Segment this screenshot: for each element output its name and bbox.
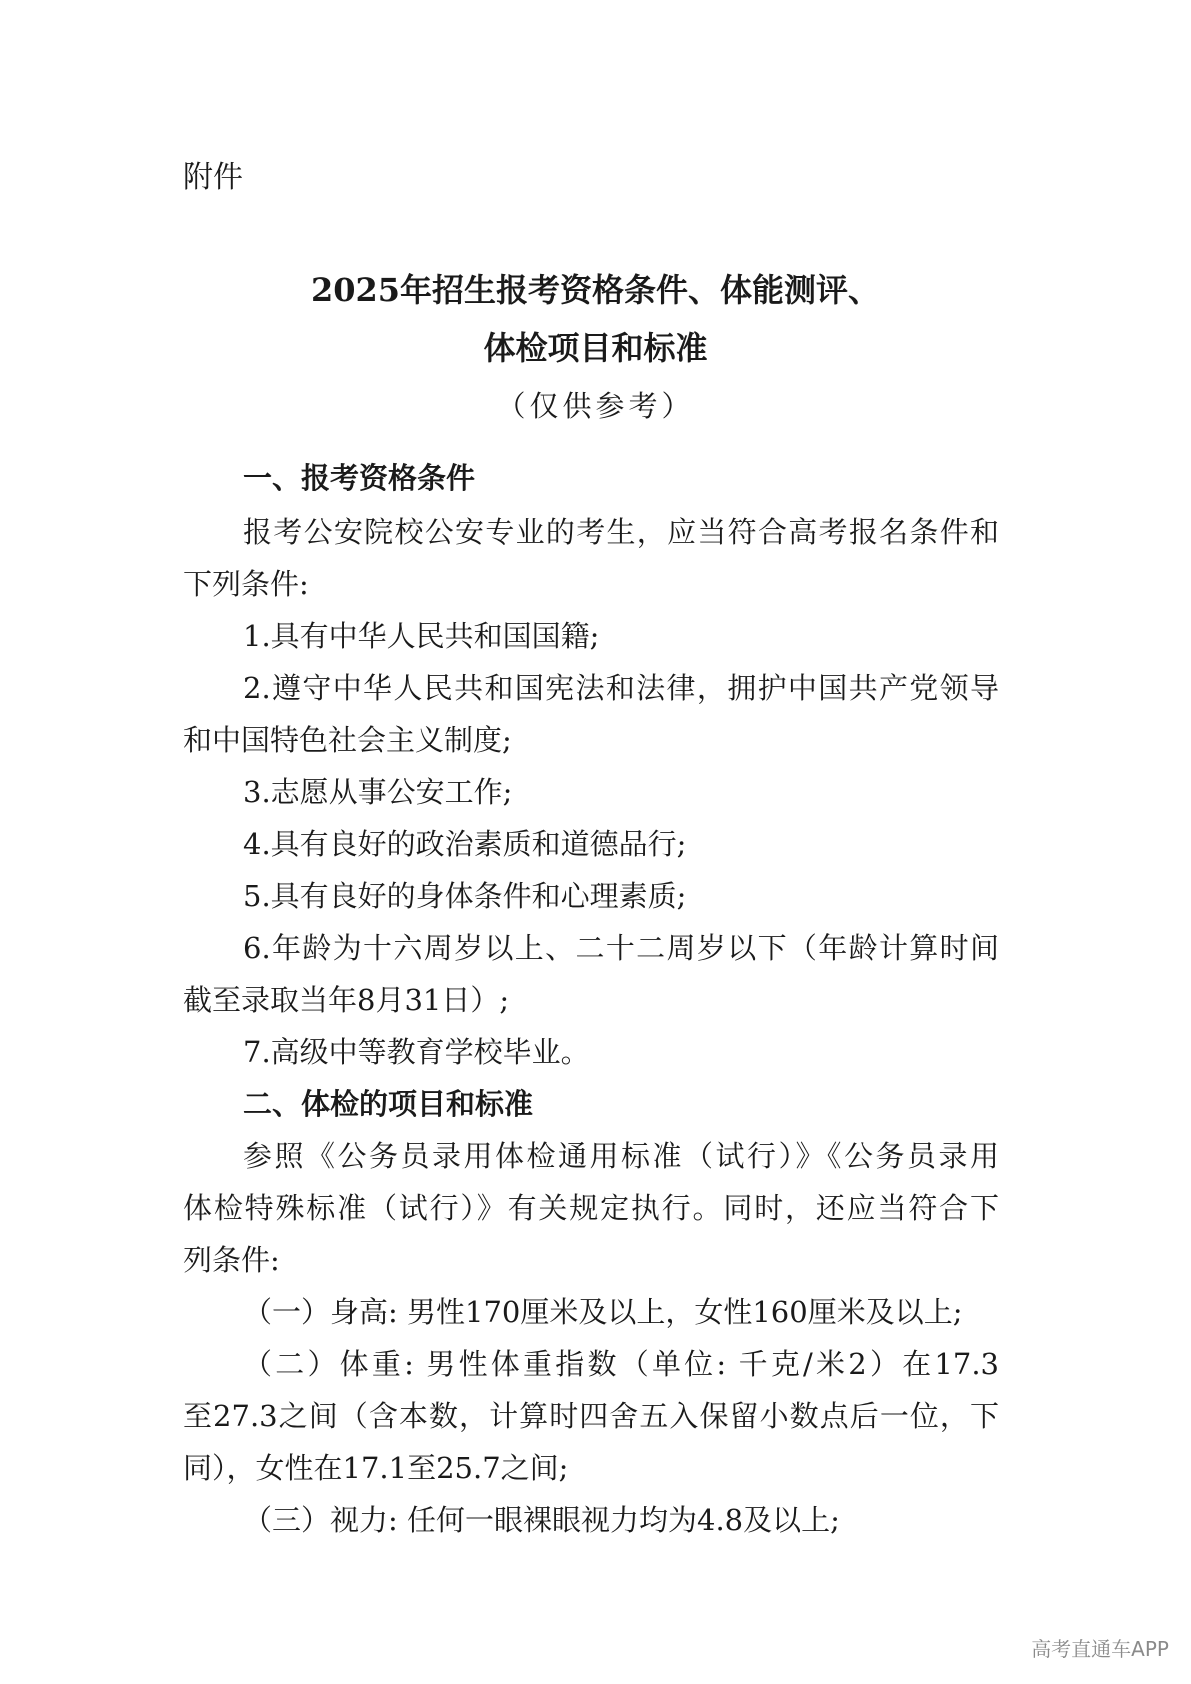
section1-item: 和中国特色社会主义制度; <box>183 723 512 757</box>
section1-item: 5.具有良好的身体条件和心理素质; <box>243 879 687 913</box>
section2-item: （一）身高: 男性170厘米及以上，女性160厘米及以上; <box>243 1295 963 1329</box>
section1-intro-line1: 报考公安院校公安专业的考生，应当符合高考报名条件和 <box>243 515 999 549</box>
section2-item: （二）体重: 男性体重指数（单位: 千克/米2）在17.3 <box>243 1347 999 1381</box>
document-title-line2: 体检项目和标准 <box>483 329 708 367</box>
section1-item: 7.高级中等教育学校毕业。 <box>243 1035 590 1069</box>
section2-item: （三）视力: 任何一眼裸眼视力均为4.8及以上; <box>243 1503 840 1537</box>
document-subtitle: （仅供参考） <box>496 389 695 423</box>
section1-item: 6.年龄为十六周岁以上、二十二周岁以下（年龄计算时间 <box>243 931 999 965</box>
section2-intro-line1: 参照《公务员录用体检通用标准（试行）》《公务员录用 <box>243 1139 999 1173</box>
section1-item: 4.具有良好的政治素质和道德品行; <box>243 827 687 861</box>
section2-item: 同），女性在17.1至25.7之间; <box>183 1451 569 1485</box>
document-title-line1: 2025年招生报考资格条件、体能测评、 <box>310 271 881 309</box>
section1-item: 截至录取当年8月31日）; <box>183 983 510 1017</box>
section2-item: 至27.3之间（含本数，计算时四舍五入保留小数点后一位，下 <box>183 1399 999 1433</box>
section1-intro-line2: 下列条件: <box>183 567 309 601</box>
attachment-label: 附件 <box>183 160 243 195</box>
section1-item: 2.遵守中华人民共和国宪法和法律，拥护中国共产党领导 <box>243 671 999 705</box>
section1-item: 1.具有中华人民共和国国籍; <box>243 619 600 653</box>
section2-intro-line3: 列条件: <box>183 1243 280 1277</box>
section1-item: 3.志愿从事公安工作; <box>243 775 513 809</box>
section2-intro-line2: 体检特殊标准（试行）》有关规定执行。同时，还应当符合下 <box>183 1191 999 1225</box>
watermark: 高考直通车APP <box>1031 1637 1169 1661</box>
section1-heading: 一、报考资格条件 <box>243 461 476 495</box>
section2-heading: 二、体检的项目和标准 <box>243 1087 534 1121</box>
